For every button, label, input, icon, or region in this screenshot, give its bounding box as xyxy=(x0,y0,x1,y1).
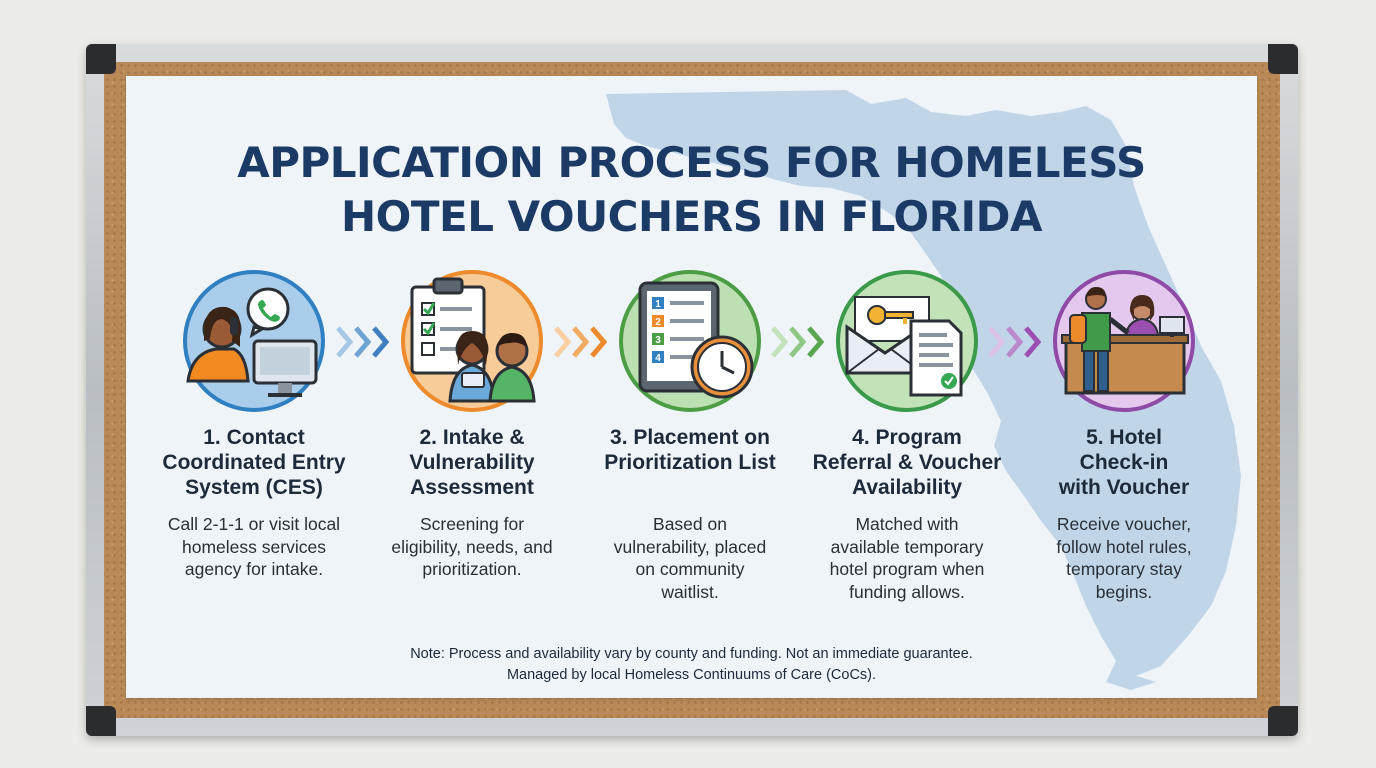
step-3-description xyxy=(580,513,800,603)
svg-text:2: 2 xyxy=(655,317,661,328)
step-4-title xyxy=(797,425,1017,500)
envelope-key-document-icon xyxy=(835,269,979,413)
step-title-line: 1. Contact xyxy=(203,426,305,449)
step-desc-line: begins. xyxy=(1095,581,1153,602)
step-2-description xyxy=(362,513,582,581)
chevron-arrows-icon xyxy=(336,324,392,360)
footnote xyxy=(126,644,1257,686)
step-title-line: Vulnerability xyxy=(409,451,535,474)
clipboard-interview-icon xyxy=(400,269,544,413)
step-desc-line: temporary stay xyxy=(1066,559,1182,579)
step-desc-line: on community xyxy=(635,559,745,579)
footnote-line: Note: Process and availability vary by county and funding. Not an immediate guarantee. xyxy=(410,646,973,662)
frame-corner xyxy=(86,706,116,736)
step-desc-line: Call 2-1-1 or visit local xyxy=(167,514,341,534)
step-4-description xyxy=(797,513,1017,603)
step-desc-line: funding allows. xyxy=(849,581,965,602)
chevron-arrows-icon xyxy=(988,324,1044,360)
step-desc-line: follow hotel rules, xyxy=(1056,536,1192,557)
step-5-title xyxy=(1014,425,1234,500)
step-title-line: Prioritization List xyxy=(604,451,776,474)
infographic-poster xyxy=(126,76,1257,698)
frame-corner xyxy=(1268,44,1298,74)
frame-corner xyxy=(86,44,116,74)
step-desc-line: Matched with xyxy=(855,514,959,534)
step-desc-line: agency for intake. xyxy=(184,559,324,579)
step-desc-line: available temporary xyxy=(830,536,984,557)
poster-title xyxy=(126,136,1257,244)
step-desc-line: homeless services xyxy=(182,536,326,557)
step-5-description xyxy=(1014,513,1234,603)
step-title-line: 3. Placement on xyxy=(610,426,770,449)
step-desc-line: Screening for xyxy=(419,514,525,534)
hotel-front-desk-icon xyxy=(1052,269,1196,413)
step-desc-line: hotel program when xyxy=(829,559,985,579)
step-desc-line: prioritization. xyxy=(422,559,522,579)
step-title-line: 4. Program xyxy=(852,426,962,449)
step-1-description xyxy=(144,513,364,581)
title-line: APPLICATION PROCESS FOR HOMELESS xyxy=(237,138,1146,187)
step-title-line: System (CES) xyxy=(185,476,323,499)
svg-text:4: 4 xyxy=(655,353,661,364)
step-title-line: Availability xyxy=(851,476,963,499)
step-title-line: 2. Intake & xyxy=(419,426,525,449)
frame-corner xyxy=(1268,706,1298,736)
step-title-line: Referral & Voucher xyxy=(812,451,1002,474)
svg-text:3: 3 xyxy=(655,335,661,346)
step-desc-line: eligibility, needs, and xyxy=(391,536,553,557)
footnote-line: Managed by local Homeless Continuums of Care (CoCs). xyxy=(506,667,877,683)
step-title-line: 5. Hotel xyxy=(1086,426,1162,449)
step-desc-line: vulnerability, placed xyxy=(613,536,767,557)
phone-call-computer-icon xyxy=(182,269,326,413)
chevron-arrows-icon xyxy=(771,324,827,360)
step-title-line: Assessment xyxy=(410,476,534,499)
chevron-arrows-icon xyxy=(554,324,610,360)
step-desc-line: waitlist. xyxy=(661,581,719,602)
step-desc-line: Receive voucher, xyxy=(1056,514,1192,534)
svg-text:1: 1 xyxy=(655,299,661,310)
step-desc-line: Based on xyxy=(653,514,727,534)
step-1-title xyxy=(144,425,364,500)
ranked-list-clock-icon xyxy=(618,269,762,413)
step-title-line: with Voucher xyxy=(1058,476,1190,499)
step-2-title xyxy=(362,425,582,500)
step-3-title xyxy=(580,425,800,475)
step-title-line: Coordinated Entry xyxy=(162,451,346,474)
step-title-line: Check-in xyxy=(1079,451,1169,474)
title-line: HOTEL VOUCHERS IN FLORIDA xyxy=(341,192,1042,241)
